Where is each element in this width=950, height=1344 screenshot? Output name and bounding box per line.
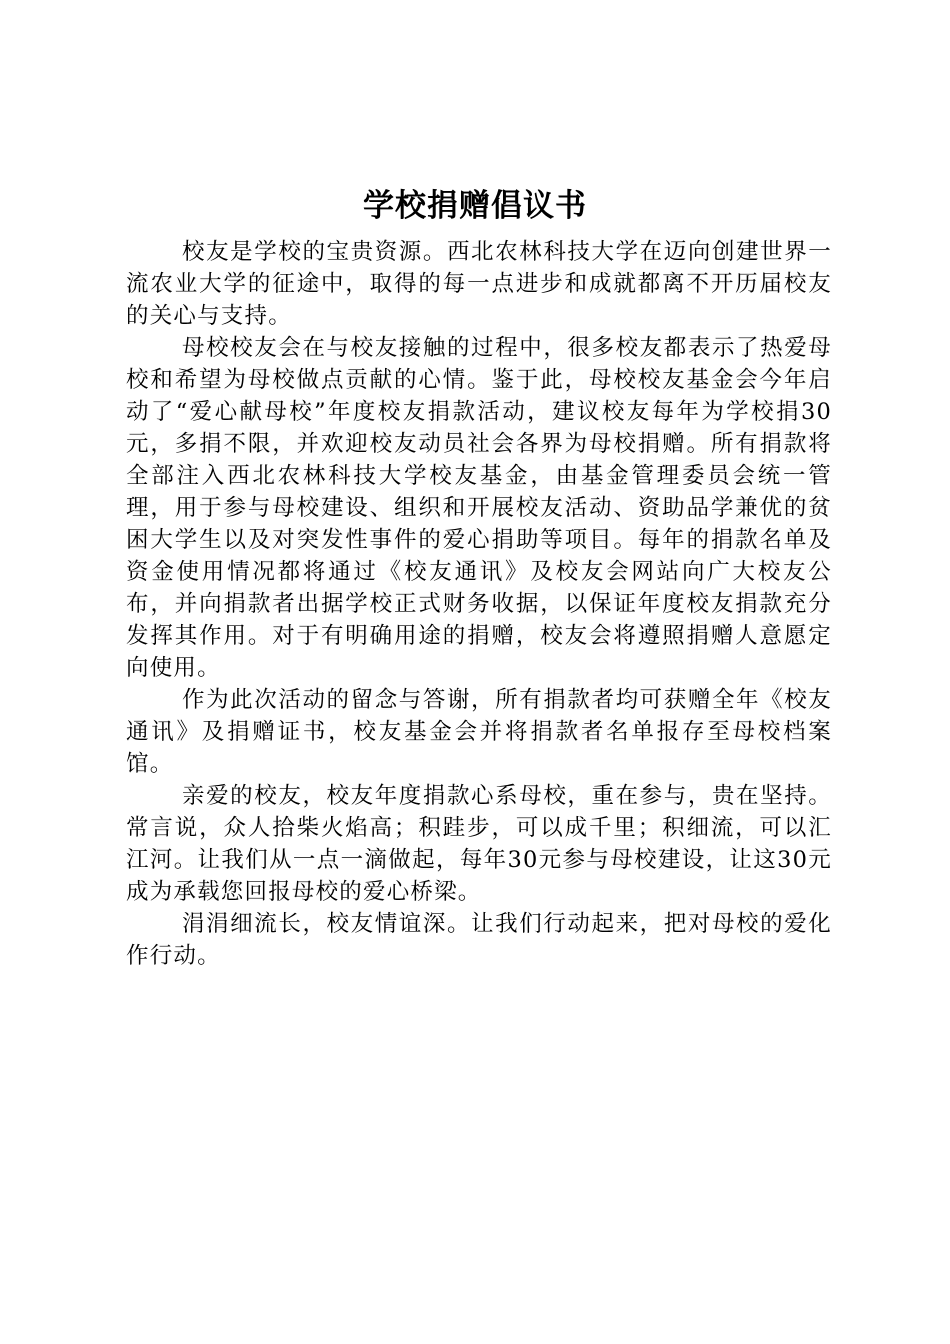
paragraph-donation-details: 母校校友会在与校友接触的过程中，很多校友都表示了热爱母校和希望为母校做点贡献的心情。鉴于此，母校校友基金会今年启动了“爱心献母校”年度校友捐款活动，建议校友每年为学校捐30元，多捐不限，并欢迎校友动员社会各界为母校捐赠。所有捐款将全部注入西北农林科技大学校友基金，由基金管理委员会统一管理，用于参与母校建设、组织和开展校友活动、资助品学兼优的贫困大学生以及对突发性事件的爱心捐助等项目。每年的捐款名单及资金使用情况都将通过《校友通讯》及校友会网站向广大校友公布，并向捐款者出据学校正式财务收据，以保证年度校友捐款充分发挥其作用。对于有明确用途的捐赠，校友会将遵照捐赠人意愿定向使用。 xyxy=(126,335,832,681)
paragraph-appeal: 亲爱的校友，校友年度捐款心系母校，重在参与，贵在坚持。常言说，众人拾柴火焰高；积跬步，可以成千里；积细流，可以汇江河。让我们从一点一滴做起，每年30元参与母校建设，让这30元成为承载您回报母校的爱心桥梁。 xyxy=(126,783,832,905)
paragraph-thanks: 作为此次活动的留念与答谢，所有捐款者均可获赠全年《校友通讯》及捐赠证书，校友基金会并将捐款者名单报存至母校档案馆。 xyxy=(126,687,832,777)
document-body xyxy=(126,236,832,972)
paragraph-intro: 校友是学校的宝贵资源。西北农林科技大学在迈向创建世界一流农业大学的征途中，取得的每一点进步和成就都离不开历届校友的关心与支持。 xyxy=(126,239,832,329)
document-title: 学校捐赠倡议书 xyxy=(363,188,587,224)
paragraph-closing: 涓涓细流长，校友情谊深。让我们行动起来，把对母校的爱化作行动。 xyxy=(126,911,832,969)
